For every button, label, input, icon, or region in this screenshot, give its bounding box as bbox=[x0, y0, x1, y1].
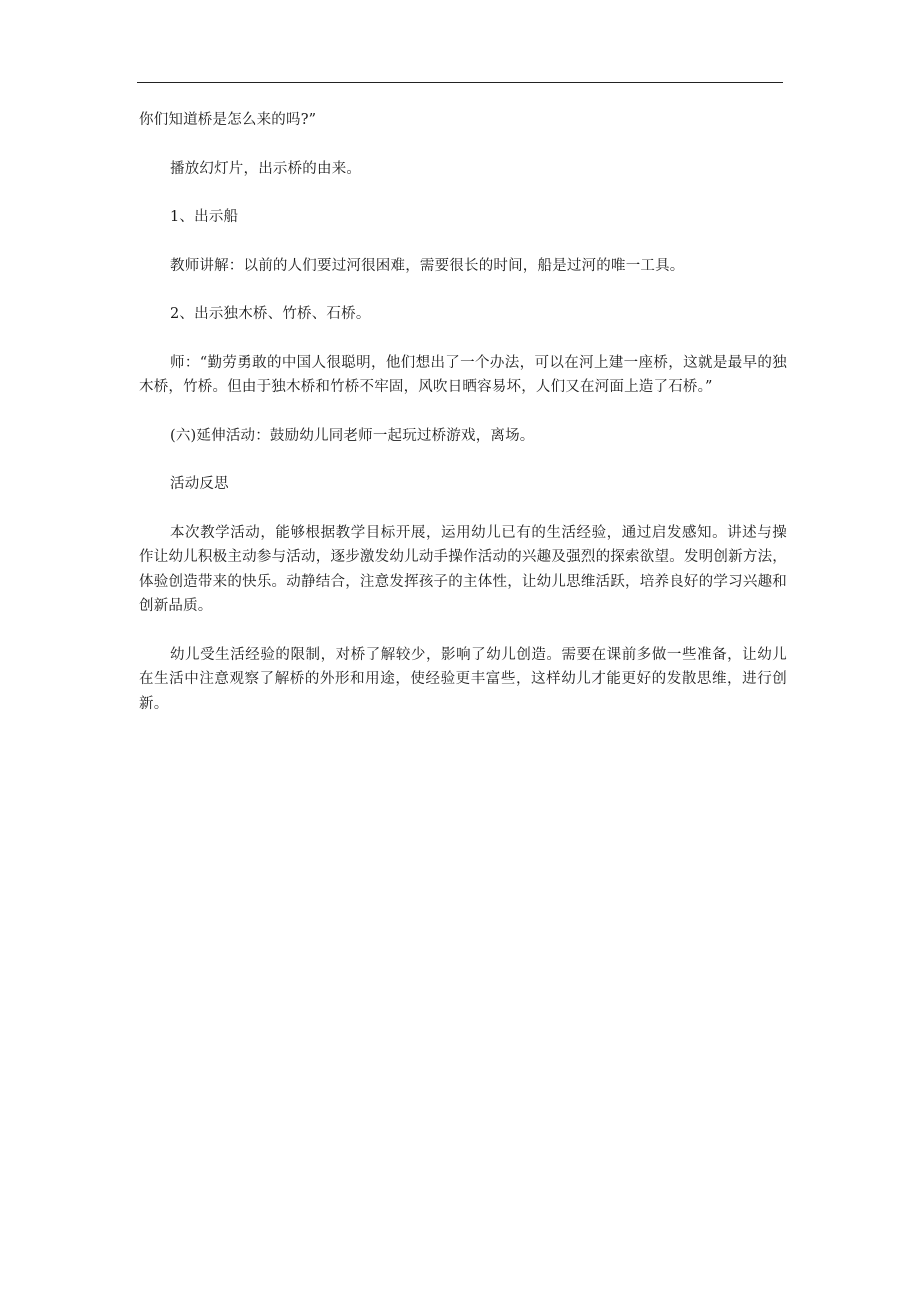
paragraph: 播放幻灯片，出示桥的由来。 bbox=[170, 160, 362, 177]
paragraph: (六)延伸活动：鼓励幼儿同老师一起玩过桥游戏，离场。 bbox=[170, 427, 535, 444]
paragraph: 1、出示船 bbox=[170, 209, 239, 225]
paragraph: 本次教学活动，能够根据教学目标开展，运用幼儿已有的生活经验，通过启发感知。讲述与操作让幼儿积极主动参与活动，逐步激发幼儿动手操作活动的兴趣及强烈的探索欲望。发明创新方法，体验创造带来的快乐。动静结合，注意发挥孩子的主体性，让幼儿思维活跃，培养良好的学习兴趣和创新品质。 bbox=[139, 524, 787, 614]
paragraph: 教师讲解：以前的人们要过河很困难，需要很长的时间，船是过河的唯一工具。 bbox=[170, 257, 685, 274]
header-rule bbox=[137, 82, 783, 83]
paragraph: 幼儿受生活经验的限制，对桥了解较少，影响了幼儿创造。需要在课前多做一些准备，让幼儿在生活中注意观察了解桥的外形和用途，使经验更丰富些，这样幼儿才能更好的发散思维，进行创新。 bbox=[139, 646, 787, 712]
paragraph: 师：“勤劳勇敢的中国人很聪明，他们想出了一个办法，可以在河上建一座桥，这就是最早的独木桥，竹桥。但由于独木桥和竹桥不牢固，风吹日晒容易坏，人们又在河面上造了石桥。” bbox=[139, 354, 787, 395]
document-body bbox=[139, 108, 787, 716]
paragraph: 你们知道桥是怎么来的吗?” bbox=[139, 112, 317, 128]
section-heading: 活动反思 bbox=[170, 476, 229, 492]
paragraph: 2、出示独木桥、竹桥、石桥。 bbox=[170, 306, 371, 322]
